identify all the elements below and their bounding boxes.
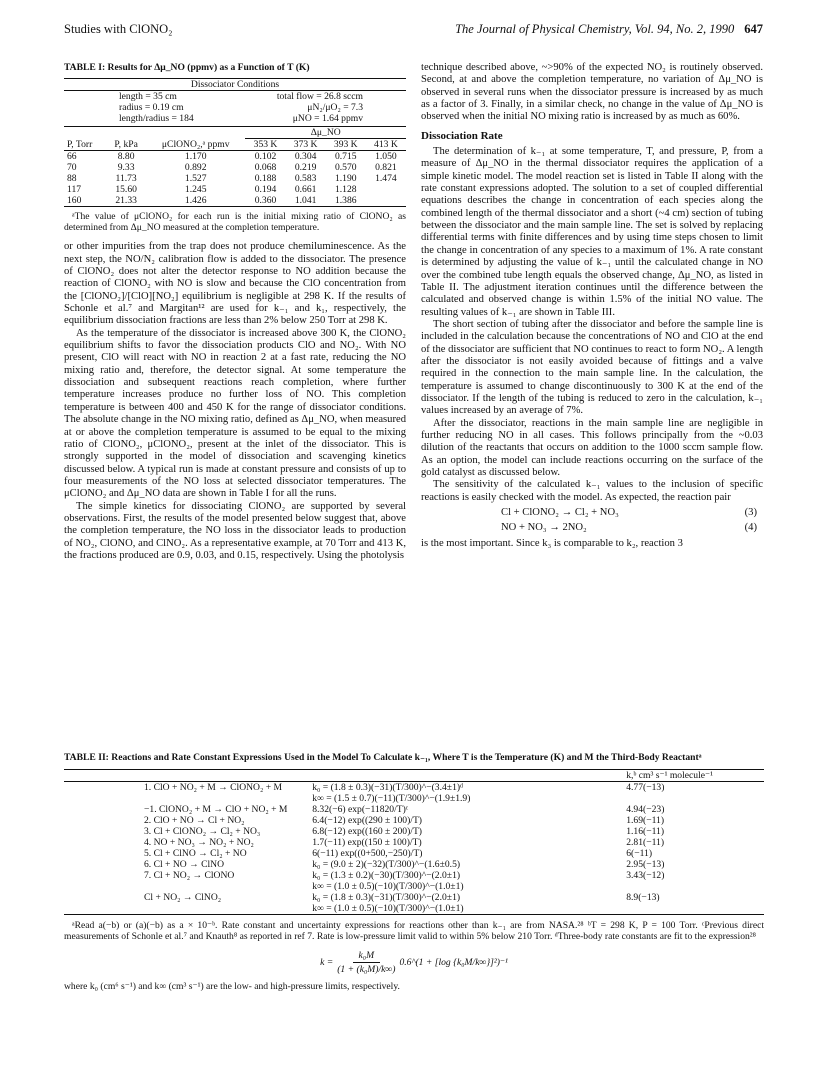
table-row: 4. NO + NO₃ → NO₂ + NO₂ 1.7(−11) exp((150 ± 100)/T) 2.81(−11) bbox=[144, 837, 665, 848]
body-paragraph: or other impurities from the trap does not produce chemiluminescence. As the next step, the NO/N₂ calibration flow is added to the dissociator. The presence of ClONO₂ does not alter the detector response to NO addition because the reaction of ClONO₂ with NO is slow and because the ClO concentration from the [ClONO₂]/[ClO][NO₂] equilibrium is negligible at 298 K. If the results of Schonle et al.⁷ and Margitan¹² are used for k₋₁ and k₁, respectively, the equilibrium dissociation fractions are less than 2% below 250 Torr at 298 K. bbox=[64, 241, 406, 327]
table-row: 2. ClO + NO → Cl + NO₂ 6.4(−12) exp((290 ± 100)/T) 1.69(−11) bbox=[144, 815, 665, 826]
formula-where: where k₀ (cm⁶ s⁻¹) and k∞ (cm³ s⁻¹) are the low- and high-pressure limits, respectively. bbox=[64, 981, 400, 992]
table1 bbox=[64, 78, 406, 207]
body-paragraph: The sensitivity of the calculated k₋₁ values to the inclusion of specific reactions is easily checked with the model. As expected, the reaction pair bbox=[421, 479, 763, 503]
running-header bbox=[64, 22, 763, 38]
body-paragraph: After the dissociator, reactions in the main sample line are negligible in further reducing NO in all cases. This follows principally from the ~0.03 dilution of the reactants that occurs on addition to the 1000 sccm sample flow. As an option, the model can include reactions occurring on the surface of the gold catalyst as discussed below. bbox=[421, 417, 763, 478]
table-row: 70 9.33 0.892 0.068 0.219 0.570 0.821 bbox=[67, 162, 397, 174]
journal-citation: The Journal of Physical Chemistry, Vol. 94, No. 2, 1990 647 bbox=[455, 22, 763, 36]
table1-caption: TABLE I: Results for Δμ_NO (ppmv) as a Function of T (K) bbox=[64, 62, 310, 73]
table-row: k∞ = (1.0 ± 0.5)(−10)(T/300)^−(1.0±1) bbox=[312, 881, 464, 892]
table-row: k∞ = (1.5 ± 0.7)(−11)(T/300)^−(1.9±1.9) bbox=[312, 793, 471, 804]
table1-conditions-title: Dissociator Conditions bbox=[64, 79, 406, 91]
body-paragraph: The simple kinetics for dissociating ClONO₂ are supported by several observations. First, the results of the model presented below suggest that, above the completion temperature, the NO loss in the dissociator leads to production of NO₂, ClONO, and ClNO₂. As a representative example, at 70 Torr and 413 K, the fractions produced are 0.9, 0.03, and 0.15, respectively. Using the photolysis bbox=[64, 500, 406, 561]
table2-footnote: ᵃRead a(−b) or (a)(−b) as a × 10⁻ᵇ. Rate constant and uncertainty expressions for reactions other than k₋₁ are from NASA.²⁸ ᵇT = 298 K, P = 100 Torr. ᶜPrevious direct measurements of Schonle et al.⁷ and Knauth⁸ as reported in ref 7. Rate is low-pressure limit valid to within 5% below 210 Torr. ᵈThree-body rate constants are fit to the expression²⁸ bbox=[64, 920, 764, 942]
left-column bbox=[64, 62, 406, 562]
section-heading: Dissociation Rate bbox=[421, 129, 503, 142]
table-row: 7. Cl + NO₂ → ClONO k₀ = (1.3 ± 0.2)(−30)(T/300)^−(2.0±1) 3.43(−12) bbox=[144, 870, 665, 881]
table-row: 66 8.80 1.170 0.102 0.304 0.715 1.050 bbox=[67, 151, 397, 163]
body-paragraph: The determination of k₋₁ at some temperature, T, and pressure, P, from a measure of Δμ_NO in the thermal dissociator requires the application of a simple kinetic model. The model reaction set is listed in Table II along with the rate constant expressions adopted. The solution to a set of coupled differential equations describes the change in concentration of each species along the combined length of the thermal dissociator and a short (~4 cm) section of tubing between the dissociator and the main sample line. The set is solved by replacing differential terms with finite differences and by using time steps chosen to limit the change in concentration of any species to a maximum of 1%. A rate constant is determined by adjusting the value of k₋₁ until the calculated change in NO over the combined tube length equals the observed change, Δμ_NO, as listed in Table II. The adjustment iteration continues until the difference between the calculated and observed change is within 1.5% of the initial NO value. The resulting values of k₋₁ are shown in Table III. bbox=[421, 146, 763, 318]
running-title: Studies with ClONO₂ bbox=[64, 22, 173, 36]
table-row: 5. Cl + ClNO → Cl₂ + NO 6(−11) exp((0+500,−250)/T) 6(−11) bbox=[144, 848, 653, 859]
body-paragraph: is the most important. Since k₃ is comparable to k₂, reaction 3 bbox=[421, 537, 683, 549]
table-row: 117 15.60 1.245 0.194 0.661 1.128 bbox=[67, 184, 357, 196]
table-row: 6. Cl + NO → ClNO k₀ = (9.0 ± 2)(−32)(T/300)^−(1.6±0.5) 2.95(−13) bbox=[144, 859, 665, 870]
table-row: Cl + NO₂ → ClNO₂ k₀ = (1.8 ± 0.3)(−31)(T/300)^−(2.0±1) 8.9(−13) bbox=[144, 892, 660, 903]
table2-block bbox=[64, 752, 764, 992]
table1-header-row: P, Torr P, kPa μClONO₂,ᵃ ppmv 353 K 373 K 393 K 413 K bbox=[64, 139, 406, 151]
page-number: 647 bbox=[744, 22, 763, 36]
table1-footnote: ᵃThe value of μClONO₂ for each run is the initial mixing ratio of ClONO₂ as determined from Δμ_NO measured at the completion temperature. bbox=[64, 211, 406, 234]
equation-3: Cl + ClONO₂ → Cl₂ + NO₃ (3) bbox=[501, 507, 757, 519]
right-column bbox=[421, 62, 763, 550]
table-row: −1. ClONO₂ + M → ClO + NO₂ + M 8.32(−6) exp(−11820/T)ᶜ 4.94(−23) bbox=[144, 804, 665, 815]
table1-group-header: Δμ_NO bbox=[245, 127, 406, 139]
table-row: k∞ = (1.0 ± 0.5)(−10)(T/300)^−(1.0±1) bbox=[312, 903, 464, 914]
body-paragraph: The short section of tubing after the dissociator and before the sample line is included in the calculation because the concentrations of NO and ClO at the end of the dissociator are sufficient that NO continues to react to form NO₂. A length after the dissociator is not easily avoided because of fittings and a valve required in the connection to the main sample line. In the calculation, the temperature is assumed to change discontinuously to 300 K at the end of the dissociator. If the length of the tubing is reduced to zero in the calculation, k₋₁ values increased by an average of 7%. bbox=[421, 318, 763, 417]
equation-4: NO + NO₃ → 2NO₂ (4) bbox=[501, 522, 757, 534]
body-paragraph: As the temperature of the dissociator is increased above 300 K, the ClONO₂ equilibrium shifts to favor the dissociation products ClO and NO₂. With NO present, ClO will react with NO in reaction 2 at a fast rate, reducing the NO mixing ratio and, therefore, the detector signal. At some temperature the dissociation and subsequent reactions reach completion, where further temperature increases produce no further loss of NO. This completion temperature is between 400 and 450 K for the range of dissociator conditions. The absolute change in the NO mixing ratio, defined as Δμ_NO, when measured at or above the completion temperature is assumed to be equal to the mixing ratio of ClONO₂, μClONO₂, present at the inlet of the dissociator. This is strongly supported in the model of dissociation and scavenging kinetics discussed below. A typical run is made at constant pressure and consists of up to four measurements of the NO loss at selected dissociator temperatures. The μClONO₂ and Δμ_NO data are shown in Table I for all the runs. bbox=[64, 327, 406, 500]
table-row: 88 11.73 1.527 0.188 0.583 1.190 1.474 bbox=[67, 173, 397, 185]
body-paragraph: technique described above, ~>90% of the expected NO₂ is routinely observed. Second, at and above the completion temperature, no variation of Δμ_NO is observed in several runs when the dissociator pressure is increased by as much as a factor of 3. Finally, in a similar check, no change in the value of Δμ_NO is observed when the initial NO mixing ratio is increased by as much as 60%. bbox=[421, 62, 763, 123]
table2-caption: TABLE II: Reactions and Rate Constant Expressions Used in the Model To Calculate k₋₁, Where T is the Temperature (K) and M the Third-Body Reactantᵃ bbox=[64, 752, 702, 763]
table-row: 1. ClO + NO₂ + M → ClONO₂ + M k₀ = (1.8 ± 0.3)(−31)(T/300)^−(3.4±1)ᵈ 4.77(−13) bbox=[144, 782, 665, 793]
table-row: 160 21.33 1.426 0.360 1.041 1.386 bbox=[67, 195, 357, 207]
table1-conditions: length = 35 cm total flow = 26.8 sccm radius = 0.19 cm μN₂/μO₂ = 7.3 length/radius = 184 μNO = 1.64 ppmv bbox=[119, 91, 363, 125]
falloff-formula: k = $\frac{\text{k₀M}}{\text{(1 + (k₀M)/k∞)}}$ 0.6^(1 + [log {k₀M/k∞}]²)⁻¹ bbox=[320, 950, 508, 975]
table-row: 3. Cl + ClONO₂ → Cl₂ + NO₃ 6.8(−12) exp((160 ± 200)/T) 1.16(−11) bbox=[144, 826, 665, 837]
table2 bbox=[64, 769, 764, 915]
table2-k-header: k,ᵇ cm³ s⁻¹ molecule⁻¹ bbox=[623, 770, 764, 782]
